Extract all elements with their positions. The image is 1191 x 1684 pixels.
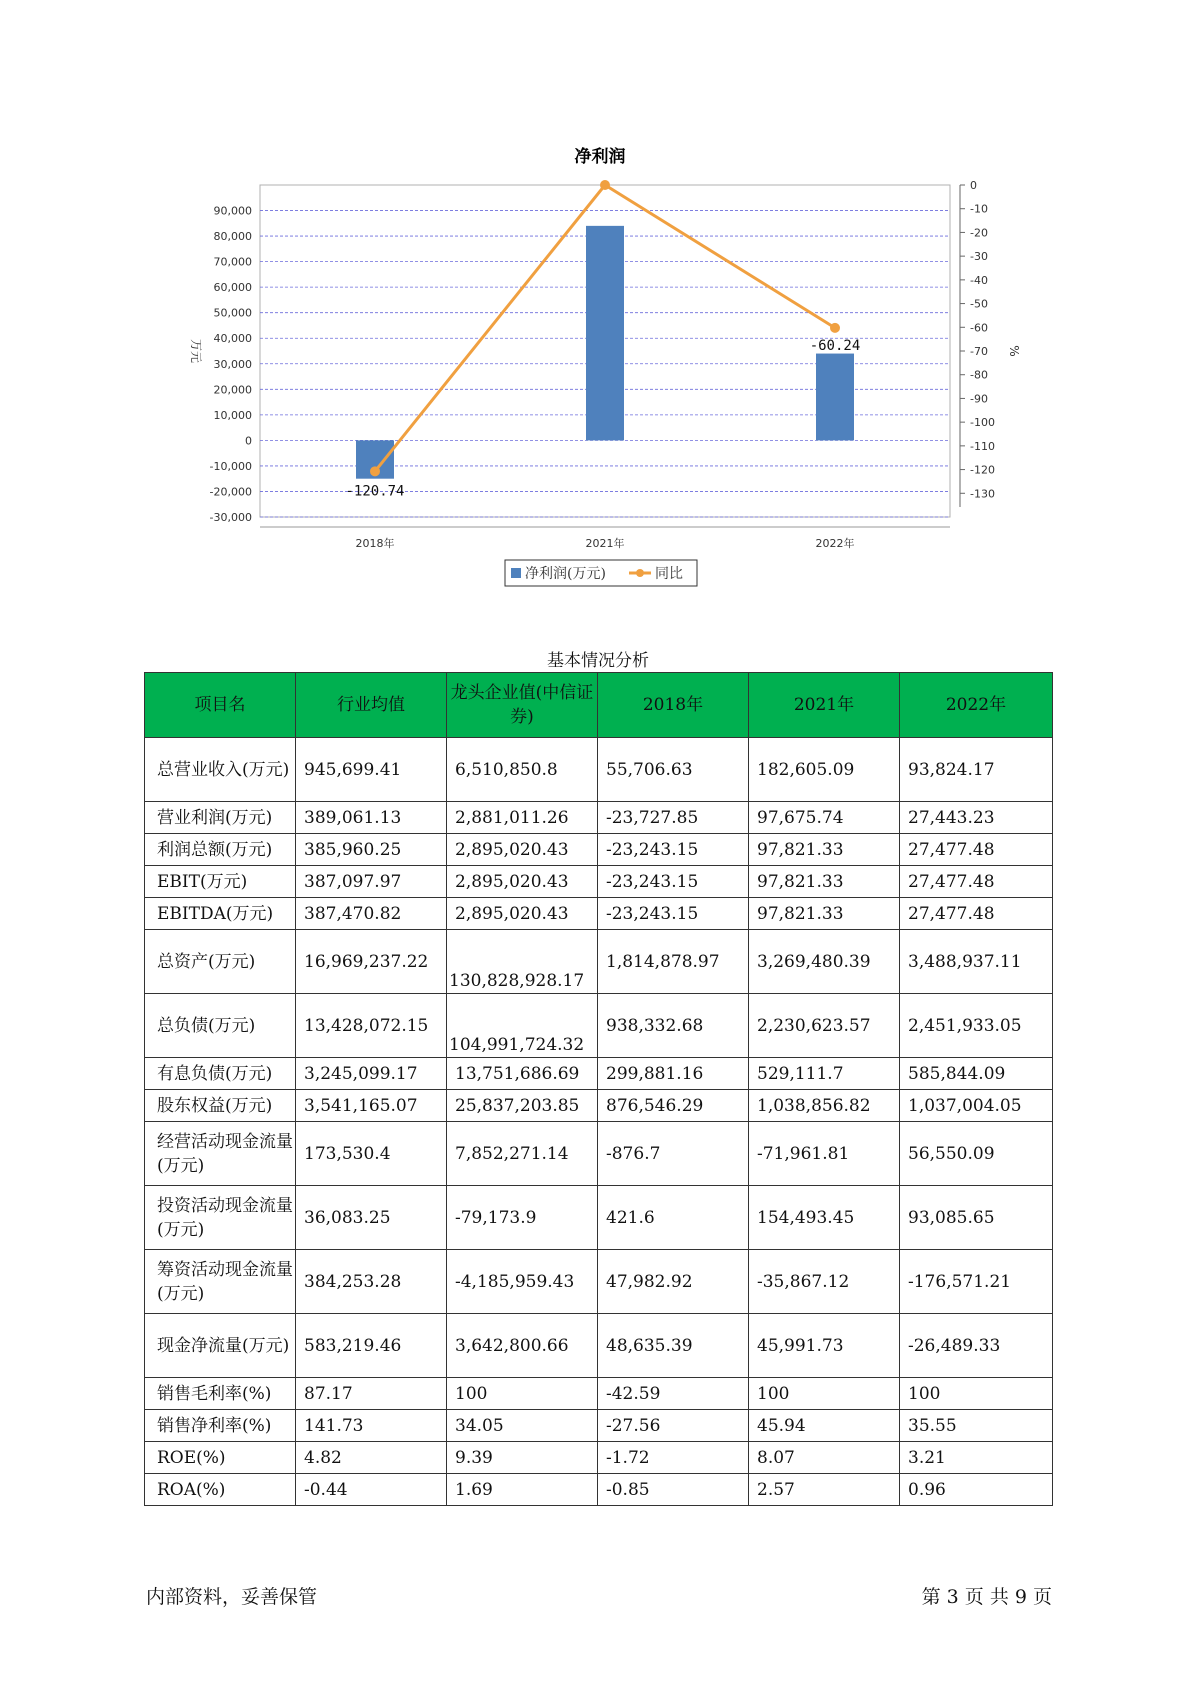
table-cell: 3,541,165.07 <box>296 1090 447 1122</box>
table-cell: 173,530.4 <box>296 1122 447 1186</box>
table-cell: -23,243.15 <box>598 898 749 930</box>
table-row <box>145 834 1053 866</box>
left-tick-label: 70,000 <box>213 255 252 269</box>
right-tick-label: 0 <box>970 179 977 192</box>
table-cell: 97,821.33 <box>749 866 900 898</box>
right-tick-label: -20 <box>970 226 988 240</box>
table-cell: 2.57 <box>749 1474 900 1506</box>
table-cell: 13,751,686.69 <box>447 1058 598 1090</box>
table-row <box>145 1314 1053 1378</box>
table-cell: 93,085.65 <box>900 1186 1053 1250</box>
table-cell: -0.44 <box>296 1474 447 1506</box>
header-item-name: 项目名 <box>145 673 296 738</box>
legend-bar-label: 净利润(万元) <box>525 566 606 582</box>
legend-line-label: 同比 <box>655 566 683 582</box>
header-leader-value: 龙头企业值(中信证券) <box>447 673 598 738</box>
row-label: 销售毛利率(%) <box>145 1378 296 1410</box>
table-cell: -176,571.21 <box>900 1250 1053 1314</box>
table-cell: 45,991.73 <box>749 1314 900 1378</box>
yoy-point <box>370 466 380 476</box>
row-label: 筹资活动现金流量(万元) <box>145 1250 296 1314</box>
right-tick-label: -50 <box>970 297 988 311</box>
table-cell: 36,083.25 <box>296 1186 447 1250</box>
table-cell: -876.7 <box>598 1122 749 1186</box>
table-cell: 3.21 <box>900 1442 1053 1474</box>
header-2018: 2018年 <box>598 673 749 738</box>
row-label: 经营活动现金流量(万元) <box>145 1122 296 1186</box>
table-row <box>145 994 1053 1058</box>
table-cell: 387,470.82 <box>296 898 447 930</box>
table-cell: 2,895,020.43 <box>447 866 598 898</box>
table-cell: 6,510,850.8 <box>447 738 598 802</box>
table-cell: 104,991,724.32 <box>447 994 598 1058</box>
table-cell: 16,969,237.22 <box>296 930 447 994</box>
table-row <box>145 1410 1053 1442</box>
table-cell: 130,828,928.17 <box>447 930 598 994</box>
table-cell: 56,550.09 <box>900 1122 1053 1186</box>
table-cell: -27.56 <box>598 1410 749 1442</box>
table-cell: -26,489.33 <box>900 1314 1053 1378</box>
right-tick-label: -90 <box>970 392 988 406</box>
table-cell: -4,185,959.43 <box>447 1250 598 1314</box>
table-cell: 529,111.7 <box>749 1058 900 1090</box>
table-cell: 27,477.48 <box>900 866 1053 898</box>
table-cell: 97,675.74 <box>749 802 900 834</box>
table-cell: 2,451,933.05 <box>900 994 1053 1058</box>
row-label: 总营业收入(万元) <box>145 738 296 802</box>
table-cell: 13,428,072.15 <box>296 994 447 1058</box>
table-row <box>145 1122 1053 1186</box>
table-row <box>145 1090 1053 1122</box>
row-label: 现金净流量(万元) <box>145 1314 296 1378</box>
table-cell: -71,961.81 <box>749 1122 900 1186</box>
x-tick-label: 2022年 <box>815 537 855 550</box>
table-cell: 1,814,878.97 <box>598 930 749 994</box>
right-tick-label: -30 <box>970 250 988 264</box>
table-cell: 45.94 <box>749 1410 900 1442</box>
table-cell: 97,821.33 <box>749 898 900 930</box>
left-tick-label: -20,000 <box>209 485 252 499</box>
table-cell: 421.6 <box>598 1186 749 1250</box>
right-tick-label: -130 <box>970 487 995 501</box>
table-cell: 25,837,203.85 <box>447 1090 598 1122</box>
chart-title: 净利润 <box>574 147 626 167</box>
row-label: 股东权益(万元) <box>145 1090 296 1122</box>
table-cell: 27,477.48 <box>900 834 1053 866</box>
right-tick-label: -60 <box>970 321 988 335</box>
table-row <box>145 738 1053 802</box>
table-cell: 48,635.39 <box>598 1314 749 1378</box>
right-tick-label: -40 <box>970 273 988 287</box>
x-tick-label: 2018年 <box>355 537 395 550</box>
left-tick-label: 50,000 <box>213 306 252 320</box>
table-cell: 1.69 <box>447 1474 598 1506</box>
table-cell: 2,895,020.43 <box>447 898 598 930</box>
left-tick-label: 90,000 <box>213 204 252 218</box>
table-cell: -1.72 <box>598 1442 749 1474</box>
table-cell: 4.82 <box>296 1442 447 1474</box>
table-cell: 93,824.17 <box>900 738 1053 802</box>
table-cell: 182,605.09 <box>749 738 900 802</box>
table-cell: 8.07 <box>749 1442 900 1474</box>
table-cell: 3,269,480.39 <box>749 930 900 994</box>
table-header-row <box>145 673 1053 738</box>
table-row <box>145 898 1053 930</box>
table-cell: 2,230,623.57 <box>749 994 900 1058</box>
row-label: ROA(%) <box>145 1474 296 1506</box>
left-tick-label: 10,000 <box>213 408 252 422</box>
table-cell: 938,332.68 <box>598 994 749 1058</box>
right-axis-label: % <box>1007 345 1021 357</box>
table-cell: 154,493.45 <box>749 1186 900 1250</box>
table-cell: 2,881,011.26 <box>447 802 598 834</box>
header-industry-avg: 行业均值 <box>296 673 447 738</box>
table-cell: 47,982.92 <box>598 1250 749 1314</box>
row-label: 总资产(万元) <box>145 930 296 994</box>
row-label: ROE(%) <box>145 1442 296 1474</box>
header-2021: 2021年 <box>749 673 900 738</box>
bar-2021年 <box>586 226 624 441</box>
table-cell: 389,061.13 <box>296 802 447 834</box>
table-cell: 3,488,937.11 <box>900 930 1053 994</box>
table-cell: 3,642,800.66 <box>447 1314 598 1378</box>
table-row <box>145 1474 1053 1506</box>
table-cell: -0.85 <box>598 1474 749 1506</box>
table-row <box>145 1250 1053 1314</box>
table-cell: 100 <box>447 1378 598 1410</box>
table-cell: -23,243.15 <box>598 834 749 866</box>
table-cell: 299,881.16 <box>598 1058 749 1090</box>
table-caption: 基本情况分析 <box>547 651 649 671</box>
table-cell: 9.39 <box>447 1442 598 1474</box>
net-profit-chart <box>0 0 1191 600</box>
row-label: EBITDA(万元) <box>145 898 296 930</box>
table-row <box>145 930 1053 994</box>
table-cell: 583,219.46 <box>296 1314 447 1378</box>
row-label: 销售净利率(%) <box>145 1410 296 1442</box>
table-cell: 27,443.23 <box>900 802 1053 834</box>
table-cell: 1,038,856.82 <box>749 1090 900 1122</box>
footer-confidential-note: 内部资料，妥善保管 <box>146 1586 318 1608</box>
left-tick-label: -30,000 <box>209 511 252 524</box>
data-label: -120.74 <box>345 483 405 500</box>
left-axis-label: 万元 <box>189 338 203 364</box>
left-tick-label: 80,000 <box>213 230 252 244</box>
table-cell: 385,960.25 <box>296 834 447 866</box>
chart-svg <box>0 0 1191 600</box>
table-row <box>145 1442 1053 1474</box>
table-row <box>145 1058 1053 1090</box>
left-tick-label: 0 <box>245 434 252 448</box>
table-cell: -23,727.85 <box>598 802 749 834</box>
legend-line-marker <box>636 569 644 577</box>
table-cell: 387,097.97 <box>296 866 447 898</box>
table-cell: -42.59 <box>598 1378 749 1410</box>
right-tick-label: -110 <box>970 439 995 453</box>
basic-analysis-table <box>144 672 1053 1506</box>
table-row <box>145 1378 1053 1410</box>
table-cell: -79,173.9 <box>447 1186 598 1250</box>
table-cell: -35,867.12 <box>749 1250 900 1314</box>
left-tick-label: 40,000 <box>213 332 252 346</box>
table-cell: 100 <box>749 1378 900 1410</box>
header-2022: 2022年 <box>900 673 1053 738</box>
row-label: 有息负债(万元) <box>145 1058 296 1090</box>
left-tick-label: -10,000 <box>209 459 252 473</box>
left-tick-label: 20,000 <box>213 383 252 397</box>
table-row <box>145 1186 1053 1250</box>
table-cell: 876,546.29 <box>598 1090 749 1122</box>
table-cell: 945,699.41 <box>296 738 447 802</box>
table-row <box>145 866 1053 898</box>
table-cell: 100 <box>900 1378 1053 1410</box>
row-label: 投资活动现金流量(万元) <box>145 1186 296 1250</box>
x-tick-label: 2021年 <box>585 537 625 550</box>
left-tick-label: 30,000 <box>213 357 252 371</box>
row-label: 总负债(万元) <box>145 994 296 1058</box>
table-cell: 35.55 <box>900 1410 1053 1442</box>
table-cell: 27,477.48 <box>900 898 1053 930</box>
row-label: EBIT(万元) <box>145 866 296 898</box>
table-cell: 97,821.33 <box>749 834 900 866</box>
table-cell: -23,243.15 <box>598 866 749 898</box>
table-cell: 55,706.63 <box>598 738 749 802</box>
table-cell: 384,253.28 <box>296 1250 447 1314</box>
table-cell: 2,895,020.43 <box>447 834 598 866</box>
table-cell: 141.73 <box>296 1410 447 1442</box>
right-tick-label: -70 <box>970 345 988 358</box>
footer-page-number: 第 3 页 共 9 页 <box>921 1586 1052 1608</box>
table-cell: 34.05 <box>447 1410 598 1442</box>
legend-bar-swatch <box>511 568 521 578</box>
table-row <box>145 802 1053 834</box>
table-cell: 3,245,099.17 <box>296 1058 447 1090</box>
right-tick-label: -100 <box>970 416 995 430</box>
data-label: -60.24 <box>809 337 861 354</box>
table-cell: 7,852,271.14 <box>447 1122 598 1186</box>
bar-2022年 <box>816 354 854 441</box>
yoy-point <box>830 323 840 333</box>
right-tick-label: -120 <box>970 463 995 477</box>
row-label: 营业利润(万元) <box>145 802 296 834</box>
right-tick-label: -80 <box>970 368 988 382</box>
right-tick-label: -10 <box>970 202 988 216</box>
table-cell: 585,844.09 <box>900 1058 1053 1090</box>
table-cell: 0.96 <box>900 1474 1053 1506</box>
table-cell: 87.17 <box>296 1378 447 1410</box>
left-tick-label: 60,000 <box>213 281 252 295</box>
row-label: 利润总额(万元) <box>145 834 296 866</box>
table-cell: 1,037,004.05 <box>900 1090 1053 1122</box>
yoy-point <box>600 180 610 190</box>
